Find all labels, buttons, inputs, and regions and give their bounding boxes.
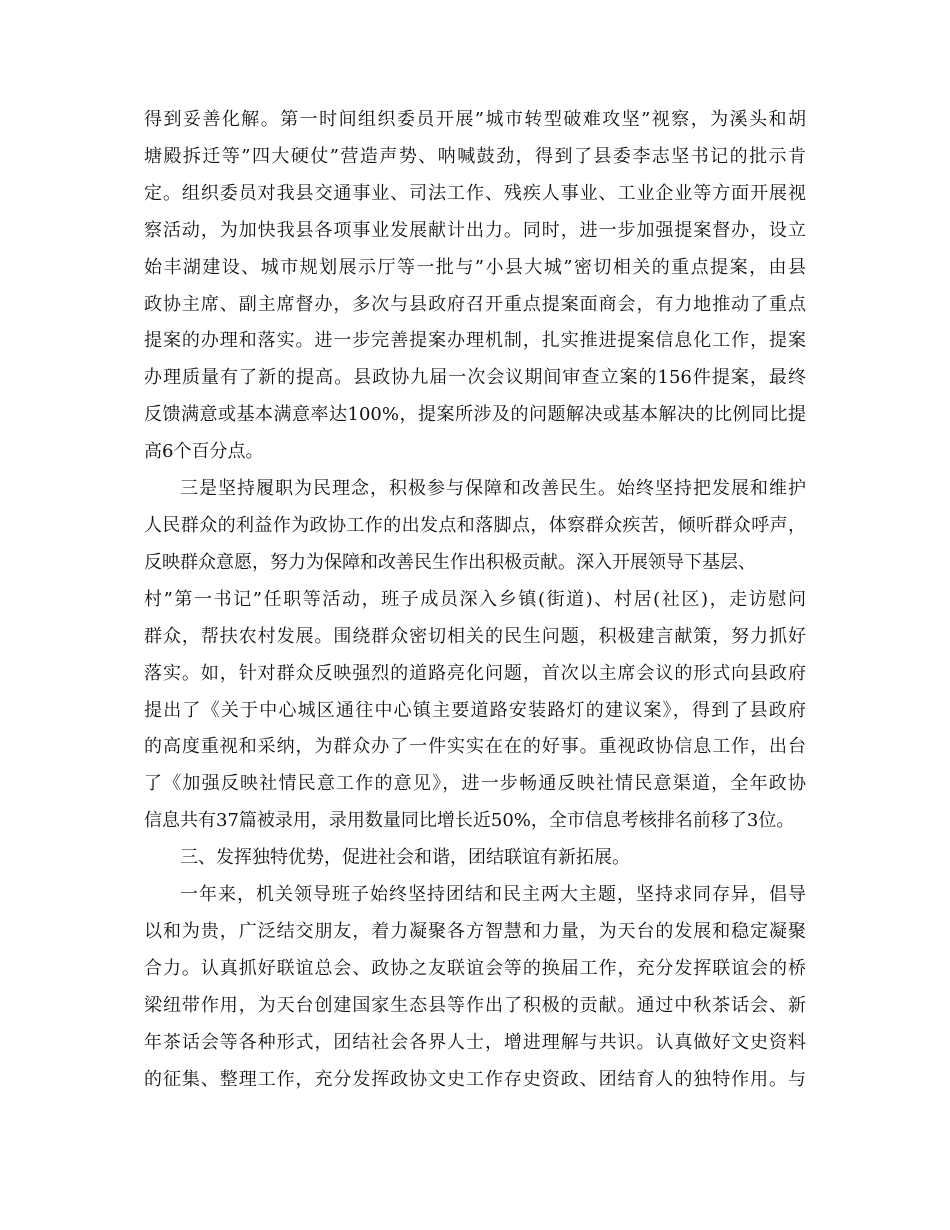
- text-line: 一年来，机关领导班子始终坚持团结和民主两大主题，坚持求同存异，倡导: [180, 884, 806, 906]
- text-line: 提案的办理和落实。进一步完善提案办理机制，扎实推进提案信息化工作，提案: [144, 330, 806, 352]
- text-line: 定。组织委员对我县交通事业、司法工作、残疾人事业、工业企业等方面开展视: [144, 182, 806, 204]
- text-line: 始丰湖建设、城市规划展示厅等一批与”小县大城”密切相关的重点提案，由县: [144, 256, 806, 278]
- text-line: 村”第一书记”任职等活动，班子成员深入乡镇(街道)、村居(社区)，走访慰问: [144, 588, 806, 610]
- text-line: 反馈满意或基本满意率达100%，提案所涉及的问题解决或基本解决的比例同比提: [144, 404, 806, 426]
- text-line: 三是坚持履职为民理念，积极参与保障和改善民生。始终坚持把发展和维护: [180, 478, 806, 500]
- section-heading: [144, 840, 806, 877]
- text-line: 以和为贵，广泛结交朋友，着力凝聚各方智慧和力量，为天台的发展和稳定凝聚: [144, 920, 806, 942]
- text-line: 办理质量有了新的提高。县政协九届一次会议期间审查立案的156件提案，最终: [144, 367, 806, 389]
- text-line: 察活动，为加快我县各项事业发展献计出力。同时，进一步加强提案督办，设立: [144, 219, 806, 241]
- text-line: 了《加强反映社情民意工作的意见》，进一步畅通反映社情民意渠道，全年政协: [144, 773, 806, 795]
- paragraph-unity: [144, 877, 806, 1098]
- text-line: 信息共有37篇被录用，录用数量同比增长近50%，全市信息考核排名前移了3位。: [144, 810, 795, 832]
- text-line: 梁纽带作用，为天台创建国家生态县等作出了积极的贡献。通过中秋茶话会、新: [144, 994, 806, 1016]
- paragraph-proposals: [144, 102, 806, 471]
- text-line: 合力。认真抓好联谊总会、政协之友联谊会等的换届工作，充分发挥联谊会的桥: [144, 957, 806, 979]
- text-line: 的征集、整理工作，充分发挥政协文史工作存史资政、团结育人的独特作用。与: [144, 1068, 806, 1090]
- text-line: 的高度重视和采纳，为群众办了一件实实在在的好事。重视政协信息工作，出台: [144, 736, 806, 758]
- text-line: 人民群众的利益作为政协工作的出发点和落脚点，体察群众疾苦，倾听群众呼声，: [144, 514, 806, 536]
- text-line: 反映群众意愿，努力为保障和改善民生作出积极贡献。深入开展领导下基层、: [144, 551, 756, 573]
- text-line: 群众，帮扶农村发展。围绕群众密切相关的民生问题，积极建言献策，努力抓好: [144, 625, 806, 647]
- paragraph-livelihood: [144, 471, 806, 840]
- text-line: 政协主席、副主席督办，多次与县政府召开重点提案面商会，有力地推动了重点: [144, 293, 806, 315]
- text-line: 落实。如，针对群众反映强烈的道路亮化问题，首次以主席会议的形式向县政府: [144, 662, 806, 684]
- text-line: 提出了《关于中心城区通往中心镇主要道路安装路灯的建议案》，得到了县政府: [144, 699, 806, 721]
- text-line: 年茶话会等各种形式，团结社会各界人士，增进理解与共识。认真做好文史资料: [144, 1031, 806, 1053]
- document-page: [144, 102, 806, 1098]
- text-line: 塘殿拆迁等”四大硬仗”营造声势、呐喊鼓劲，得到了县委李志坚书记的批示肯: [144, 145, 806, 167]
- text-line: 三、发挥独特优势，促进社会和谐，团结联谊有新拓展。: [180, 847, 630, 869]
- text-line: 高6个百分点。: [144, 441, 264, 463]
- text-line: 得到妥善化解。第一时间组织委员开展”城市转型破难攻坚”视察，为溪头和胡: [144, 109, 806, 130]
